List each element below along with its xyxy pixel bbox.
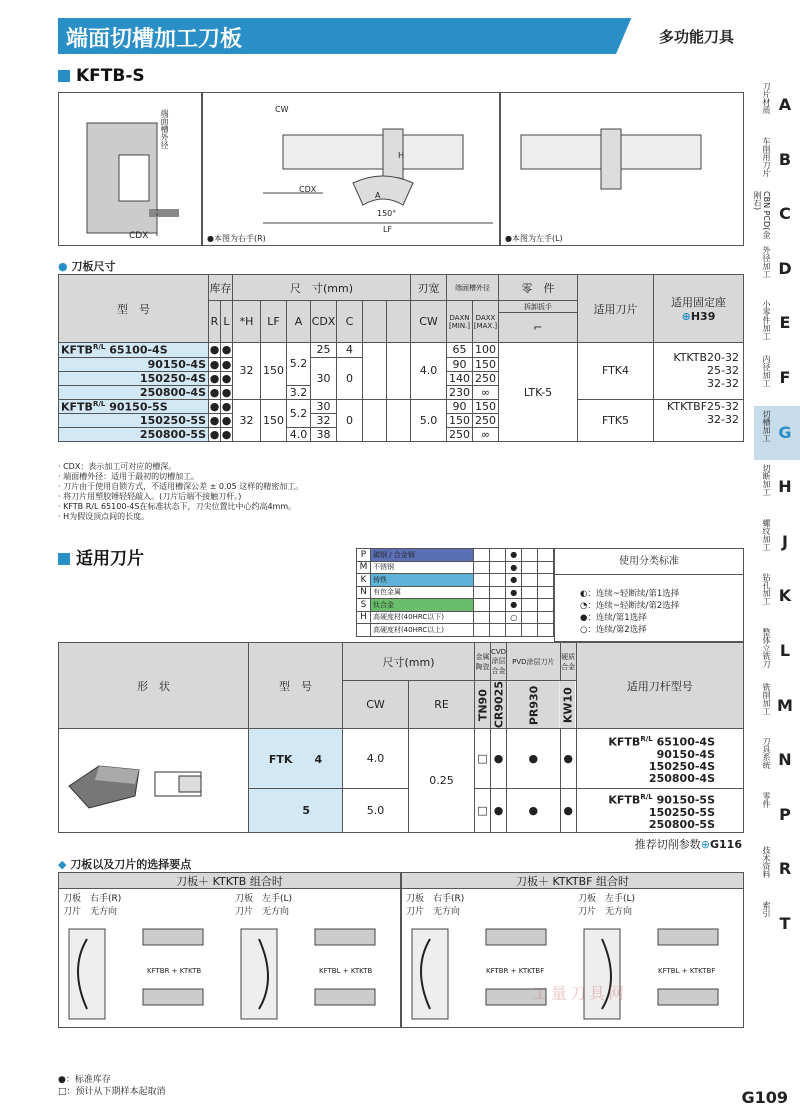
material-mark: ● xyxy=(506,561,522,574)
bore-label: 端面槽外径 xyxy=(160,109,169,149)
material-key: M xyxy=(357,561,371,574)
material-key xyxy=(357,624,371,637)
note-left-hand: ●本图为左手(L) xyxy=(505,234,563,243)
material-mark xyxy=(506,624,522,637)
footer-legend: ●：标准库存 □：预计从下期样本起取消 xyxy=(58,1075,166,1097)
sidebar-tab-E[interactable]: 小零件加工 E xyxy=(762,300,791,341)
wrench-icon: ⌐ xyxy=(499,313,578,343)
sidebar-tab-N[interactable]: 刀具系统 N xyxy=(762,737,792,770)
sidebar-tab-D[interactable]: 外径加工 D xyxy=(762,245,792,278)
material-name: 不锈钢 xyxy=(370,561,473,574)
left-hand-diagram xyxy=(500,92,744,246)
watermark: 工量刀具网 xyxy=(532,984,628,1003)
material-mark: ● xyxy=(506,599,522,612)
material-name: 碳钢 / 合金钢 xyxy=(370,549,473,562)
category-label: 多功能刀具 xyxy=(658,28,734,46)
blade-notes: · CDX：表示加工可对应的槽深。 · 端面槽外径：适用于最初的切槽加工。 · 刀片由于使用自锁方式，不适用槽深公差 ± 0.05 这样的精密加工。 · 将刀片用塑胶锤轻轻敲入。(刀片后端不接触刀杆。) · KFTB R/L 65100-4S在标准状态下，刀尖位置比中心约高4mm。 · H为假设顶点间的长度。 xyxy=(58,462,304,521)
sidebar-tab-A[interactable]: 刀片材质 A xyxy=(762,82,792,114)
material-name: 铸铁 xyxy=(370,574,473,587)
sidebar-tab-H[interactable]: 切断加工 H xyxy=(762,464,792,497)
page-number: G109 xyxy=(741,1088,788,1107)
material-key: H xyxy=(357,611,371,624)
sidebar-tab-B[interactable]: 车削用刀片 B xyxy=(762,136,792,177)
material-table xyxy=(356,548,554,637)
material-name: 高硬度材(40HRC以下) xyxy=(370,611,473,624)
sidebar-tab-M[interactable]: 铣削加工 M xyxy=(762,682,793,715)
material-name: 高硬度材(40HRC以上) xyxy=(370,624,473,637)
cutting-ref[interactable]: 推荐切削参数⊕G116 xyxy=(634,838,742,851)
sidebar-tab-J[interactable]: 螺纹加工 J xyxy=(762,518,788,551)
combo-subtitle: ◆ 刀板以及刀片的选择要点 xyxy=(58,858,192,871)
combo-ktktb: 刀板＋ KTKTB 组合时 刀板 右手(R) 刀片 无方向 刀板 左手(L) 刀片 无方向 KFTBR + KTKTB KFTBL + KTKTB xyxy=(58,872,401,1028)
blade-dim-subtitle: ● 刀板尺寸 xyxy=(58,260,116,273)
material-key: N xyxy=(357,586,371,599)
material-key: S xyxy=(357,599,371,612)
sidebar-tab-G[interactable]: 切槽加工 G xyxy=(754,406,800,460)
section-title-kftb: KFTB-S xyxy=(58,66,145,86)
legend-box: 使用分类标准 xyxy=(554,548,744,642)
material-mark: ● xyxy=(506,549,522,562)
combo-ktktbf: 刀板＋ KTKTBF 组合时 刀板 右手(R) 刀片 无方向 刀板 左手(L) 刀片 无方向 KFTBR + KTKTBF KFTBL + KTKTBF 工量刀具网 xyxy=(401,872,744,1028)
material-key: K xyxy=(357,574,371,587)
note-right-hand: ●本图为右手(R) xyxy=(207,234,266,243)
bore-diagram xyxy=(58,92,202,246)
insert-shape-image xyxy=(59,729,249,833)
sidebar-tab-C[interactable]: CBN PCD(金刚石) C xyxy=(753,191,791,239)
blade-table: 型 号 库存 尺 寸(mm) 刃宽 端面槽外径 零 件 适用刀片 适用固定座 ⊕H39 R L *H LF A CDX C CW DAXN [MIN.] DAXX [MAX.] 拆卸扳手 ⌐ $KFTB^{R/L}$ 65100-4S ● ● 32 150 5.2 25 4 4.0 65 100 LTK-5 FTK4 KTKTB20-32 25-32 32-32 90150-4S ● ● 30 0 90 150 150250-4S ● ● 140 250 250800-4S ● ● 3.2 230 ∞ $KFTB^{R/L}$ 90150-5S ● ● 32 150 5.2 30 0 5.0 90 150 FTK5 KTKTBF25-32 32-32 150250-5S ● ● 32 150 250 250800-5S ● ● 4.0 38 250 ∞ xyxy=(58,274,744,442)
sidebar-tab-R[interactable]: 技术资料 R xyxy=(762,846,792,879)
material-name: 有色金属 xyxy=(370,586,473,599)
insert-table: 形 状 型 号 尺寸(mm) 金属陶瓷 CVD涂层合金 PVD涂层刀片 硬质合金 适用刀杆型号 CW RE TN90 CR9025 PR930 KW10 FTK 4 4.0 0.25 □ ● ● ● $KFTB^{R/L}$ 65100-4S 90150-4S 150250-4S 250800-4S 5 5.0 □ ● ● ● $KFTB^{R/L}$ 90150-5S 150250-5S 250800-5S xyxy=(58,642,744,833)
material-key: P xyxy=(357,549,371,562)
header-bar xyxy=(58,18,744,54)
sidebar-tab-P[interactable]: 零件 P xyxy=(762,791,791,824)
sidebar-tab-F[interactable]: 内径加工 F xyxy=(762,355,791,387)
right-hand-diagram: CW CDX A H 150° LF ●本图为右手(R) xyxy=(202,92,500,246)
sidebar-tab-K[interactable]: 钻孔加工 K xyxy=(762,573,792,606)
page-title: 端面切槽加工刀板 xyxy=(66,27,243,52)
material-mark: ● xyxy=(506,574,522,587)
legend: ◐：连续~轻断续/第1选择 ◔：连续~轻断续/第2选择 ●：连续/第1选择 ○：连续/第2选择 xyxy=(580,589,680,635)
material-mark: ○ xyxy=(506,611,522,624)
cdx-label: CDX xyxy=(129,231,149,241)
material-mark: ● xyxy=(506,586,522,599)
section-title-inserts: 适用刀片 xyxy=(58,544,144,569)
sidebar-tab-L[interactable]: 整体立铣刀 L xyxy=(762,628,791,668)
material-name: 钛合金 xyxy=(370,599,473,612)
sidebar-tab-T[interactable]: 索引 T xyxy=(762,901,791,933)
